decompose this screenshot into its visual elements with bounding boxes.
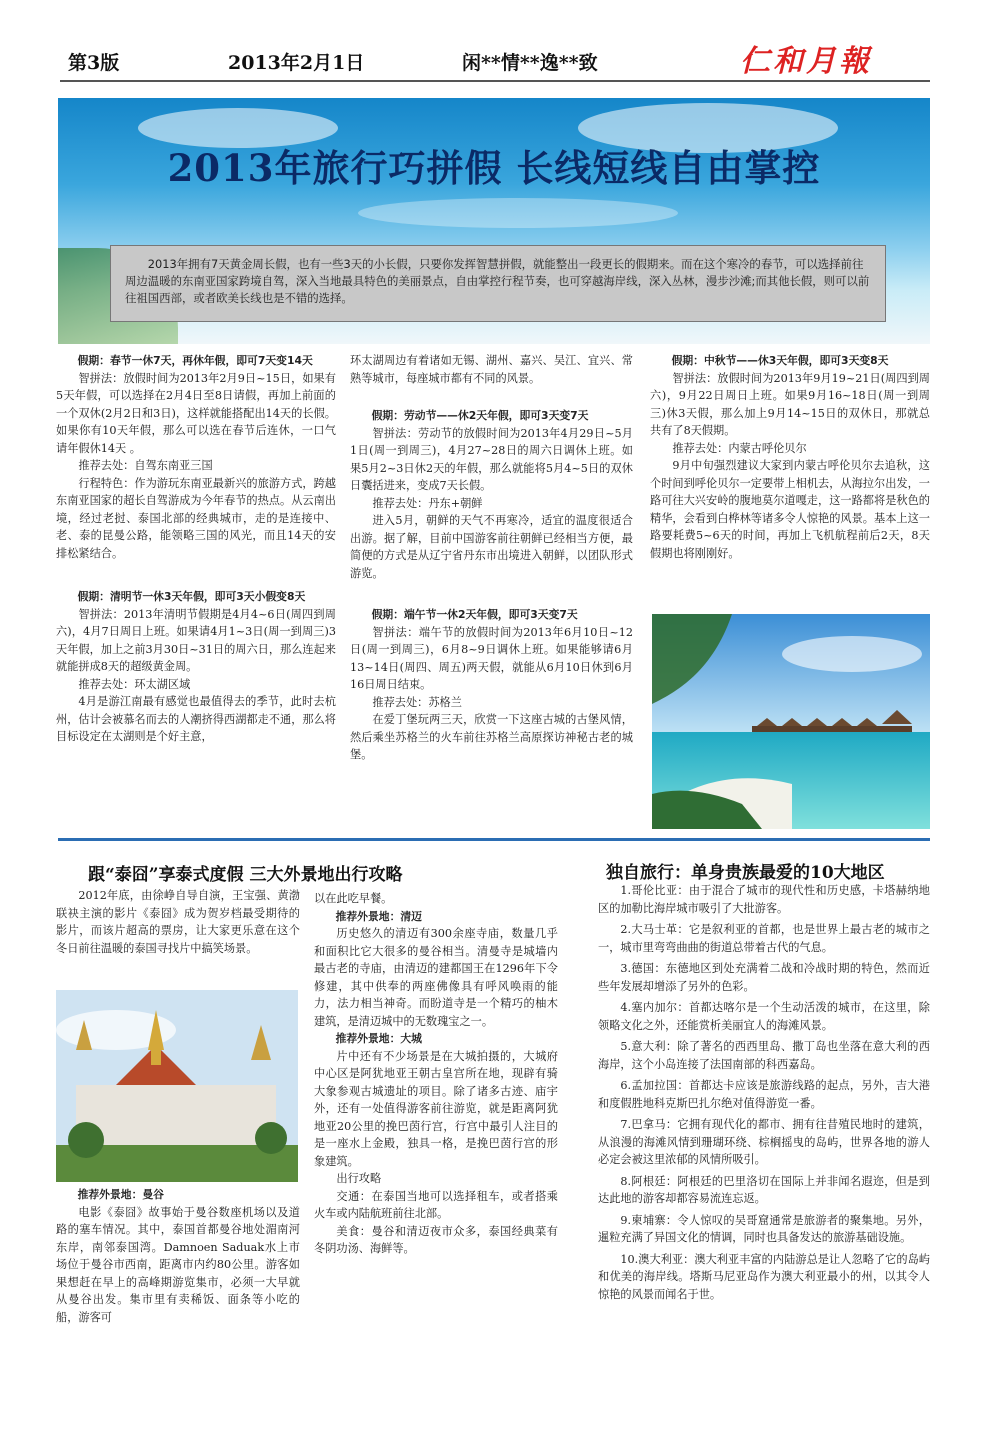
paragraph: 历史悠久的清迈有300余座寺庙，数量几乎和面积比它大很多的曼谷相当。清曼寺是城墙内最古老的寺庙，由清迈的建都国王在1296年下令修建，其中供奉的两座佛像具有呼风唤雨的能力，法力相当神奇。而盼道寺是一个精巧的柚木建筑，是清迈城中的无数瑰宝之一。	[314, 927, 558, 1028]
banner-summary: 2013年拥有7天黄金周长假，也有一些3天的小长假，只要你发挥智慧拼假，就能整出一段更长的假期来。而在这个寒冷的春节，可以选择前往周边温暖的东南亚国家跨境自驾，深入当地最具特色的美丽景点，自由掌控行程节奏，也可穿越海岸线，深入丛林，漫步沙滩;而其他长假，则可以前往祖国西部，或者欧美长线也是不错的选择。	[110, 245, 886, 322]
list-item: 3.德国：东德地区到处充满着二战和冷战时期的特色，然而近些年发展却增添了另外的色彩。	[598, 962, 930, 993]
column-name: 闲**情**逸**致	[462, 52, 598, 74]
page-number: 第3版	[68, 52, 120, 74]
paragraph: 环太湖周边有着诸如无锡、湖州、嘉兴、吴江、宜兴、常熟等城市，每座城市都有不同的风景。	[350, 354, 633, 385]
holiday-heading: 假期：清明节一休3天年假，即可3天小假变8天	[77, 590, 306, 603]
header-divider	[60, 80, 930, 82]
list-item: 8.阿根廷：阿根廷的巴里洛切在国际上并非闻名遐迩，但是到达此地的游客却都容易流连忘返。	[598, 1174, 930, 1205]
thai-column-2	[314, 890, 558, 1258]
paragraph: 推荐去处：苏格兰	[372, 695, 462, 709]
palace-photo-image	[56, 990, 298, 1182]
beach-photo	[652, 614, 930, 829]
paragraph: 进入5月，朝鲜的天气不再寒冷，适宜的温度很适合出游。据了解，目前中国游客前往朝鲜已经相当方便，最简便的方式是从辽宁省丹东市出境进入朝鲜，以团队形式游览。	[350, 514, 633, 580]
paragraph: 智拼法：放假时间为2013年9月19~21日(周四到周六)，9月22日周日上班。如果9月16~18日(周一到周三)休3天假，那么加上9月14~15日的双休日，那就总共有了8天假期。	[650, 371, 930, 437]
list-item: 5.意大利：除了著名的西西里岛、撒丁岛也坐落在意大利的西海岸，这个小岛连接了法国南部的科西嘉岛。	[598, 1040, 930, 1071]
paragraph: 智拼法：劳动节的放假时间为2013年4月29日~5月1日(周一到周三)，4月27~28日的周六日调休上班。如果5月2~3日休2天的年假，那么就能将5月4~5日的双休日囊括进来，变成7天长假。	[350, 426, 633, 492]
list-item: 4.塞内加尔：首都达喀尔是一个生动活泼的城市，在这里，除领略文化之外，还能赏析美丽宜人的海滩风景。	[598, 1001, 930, 1032]
beach-photo-image	[652, 614, 930, 829]
list-item: 6.孟加拉国：首都达卡应该是旅游线路的起点，另外，吉大港和度假胜地科克斯巴扎尔绝对值得游览一番。	[598, 1079, 930, 1110]
paragraph: 推荐去处：环太湖区域	[78, 677, 191, 691]
palace-photo	[56, 990, 298, 1182]
paragraph: 美食：曼谷和清迈夜市众多，泰国经典菜有冬阴功汤、海鲜等。	[314, 1224, 558, 1255]
column-2	[350, 352, 633, 764]
paragraph: 智拼法：2013年清明节假期是4月4~6日(周四到周六)，4月7日周日上班。如果请4月1~3日(周一到周三)3天年假，加上之前3月30日~31日的周六日，那么连起来就能拼成8天的超级黄金周。	[56, 607, 336, 673]
column-1	[56, 352, 336, 746]
banner-title: 2013年旅行巧拼假 长线短线自由掌控	[167, 146, 821, 190]
thai-heading: 推荐外景地：曼谷	[77, 1188, 164, 1201]
holiday-heading: 假期：中秋节——休3天年假，即可3天变8天	[671, 354, 889, 367]
section-divider	[58, 838, 930, 841]
paragraph: 推荐去处：内蒙古呼伦贝尔	[672, 441, 807, 455]
paragraph: 推荐去处：丹东+朝鲜	[372, 496, 483, 510]
list-item: 7.巴拿马：它拥有现代化的都市、拥有往昔殖民地时的建筑，从浪漫的海滩风情到珊瑚环绕、棕榈摇曳的岛屿，世界各地的游人必定会被这里浓郁的风情所吸引。	[598, 1118, 930, 1166]
page-header	[0, 0, 1000, 80]
thai-column-1	[56, 887, 300, 957]
thai-column-1b	[56, 1186, 300, 1326]
column-3	[650, 352, 930, 562]
paragraph: 智拼法：放假时间为2013年2月9日~15日，如果有5天年假，可以选择在2月4日至8日请假，再加上前面的一个双休(2月2日和3日)，这样就能搭配出14天的长假。如果你有10天年假，那么可以选在春节后连休，一口气请年假休14天 。	[56, 371, 336, 455]
list-item: 9.柬埔寨：令人惊叹的吴哥窟通常是旅游者的聚集地。另外，暹粒充满了异国文化的情调，同时也具备发达的旅游基础设施。	[598, 1213, 930, 1244]
holiday-heading: 假期：劳动节——休2天年假，即可3天变7天	[371, 409, 589, 422]
paragraph: 推荐去处：自驾东南亚三国	[78, 459, 213, 472]
paragraph: 电影《泰囧》故事始于曼谷数座机场以及道路的塞车情况。其中，泰国首都曼谷地处湄南河东岸，南邻泰国湾。Damnoen Saduak水上市场位于曼谷市西南，距离市内约80公里。游客如果想赶在早上的高峰期游览集市，必须一大早就从曼谷出发。集市里有卖稀饭、面条等小吃的船，游客可	[56, 1205, 300, 1324]
paragraph: 2012年底，由徐峥自导自演，王宝强、黄渤联袂主演的影片《泰囧》成为贺岁档最受期待的影片，而该片超高的票房，让大家更乐意在这个冬日前往温暖的泰国寻找片中搞笑场景。	[56, 889, 300, 955]
thai-heading: 推荐外景地：大城	[335, 1032, 422, 1045]
paragraph: 智拼法：端午节的放假时间为2013年6月10日~12日(周一到周三)，6月8~9日调休上班。如果能够请6月13~14日(周四、周五)两天假，就能从6月10日休到6月16日周日结束。	[350, 625, 633, 691]
paragraph: 片中还有不少场景是在大城拍摄的，大城府中心区是阿犹地亚王朝古皇宫所在地，现辟有骑大象参观古城遗址的项目。除了诸多古迹、庙宇外，还有一处值得游客前往游览，就是距离阿犹地亚20公里的挽巴茵行宫，行宫中最引人注目的是一座水上金殿，独具一格，是挽巴茵行宫的形象建筑。	[314, 1049, 558, 1168]
holiday-heading: 假期：春节一休7天，再休年假，即可7天变14天	[77, 354, 313, 367]
list-item: 10.澳大利亚：澳大利亚丰富的内陆游总是让人忽略了它的岛屿和优美的海岸线。塔斯马尼亚岛作为澳大利亚最小的州，以其令人惊艳的风景而闻名于世。	[598, 1252, 930, 1301]
paragraph: 在爱丁堡玩两三天，欣赏一下这座古城的古堡风情，然后乘坐苏格兰的火车前往苏格兰高原探访神秘古老的城堡。	[350, 713, 633, 761]
solo-list	[598, 882, 930, 1307]
paragraph: 9月中旬强烈建议大家到内蒙古呼伦贝尔去追秋，这个时间到呼伦贝尔一定要带上相机去，从海拉尔出发，一路可往大兴安岭的腹地莫尔道嘎走，这一路都将是秋色的精华，会看到白桦林等诸多令人惊艳的风景。基本上这一路要耗费5~6天的时间，再加上飞机航程前后2天，8天假期也将刚刚好。	[650, 459, 930, 560]
solo-section-title: 独自旅行：单身贵族最爱的10大地区	[606, 863, 885, 883]
list-item: 2.大马士革：它是叙利亚的首都，也是世界上最古老的城市之一，城市里弯弯曲曲的街道总带着古代的气息。	[598, 923, 930, 954]
paragraph: 交通：在泰国当地可以选择租车，或者搭乘火车或内陆航班前往北部。	[314, 1189, 558, 1220]
paragraph: 行程特色：作为游玩东南亚最新兴的旅游方式，跨越东南亚国家的超长自驾游成为今年春节的热点。从云南出境，经过老挝、泰国北部的经典城市，走的是连接中、老、泰的昆曼公路，能领略三国的风光，而且14天的安排松紧结合。	[56, 476, 336, 560]
list-item: 1.哥伦比亚：由于混合了城市的现代性和历史感，卡塔赫纳地区的加勒比海岸城市吸引了大批游客。	[598, 884, 930, 915]
paragraph: 以在此吃早餐。	[314, 892, 393, 905]
thai-section-title: 跟“泰囧”享泰式度假 三大外景地出行攻略	[88, 865, 403, 885]
holiday-heading: 假期：端午节一休2天年假，即可3天变7天	[371, 608, 578, 621]
issue-date: 2013年2月1日	[228, 52, 365, 74]
paragraph: 出行攻略	[336, 1172, 382, 1185]
paragraph: 4月是游江南最有感觉也最值得去的季节，此时去杭州，估计会被慕名而去的人潮挤得西湖都走不通，那么将目标设定在太湖则是个好主意，	[56, 695, 336, 743]
thai-heading: 推荐外景地：清迈	[335, 909, 422, 923]
newspaper-logo: 仁和月報	[740, 44, 872, 79]
